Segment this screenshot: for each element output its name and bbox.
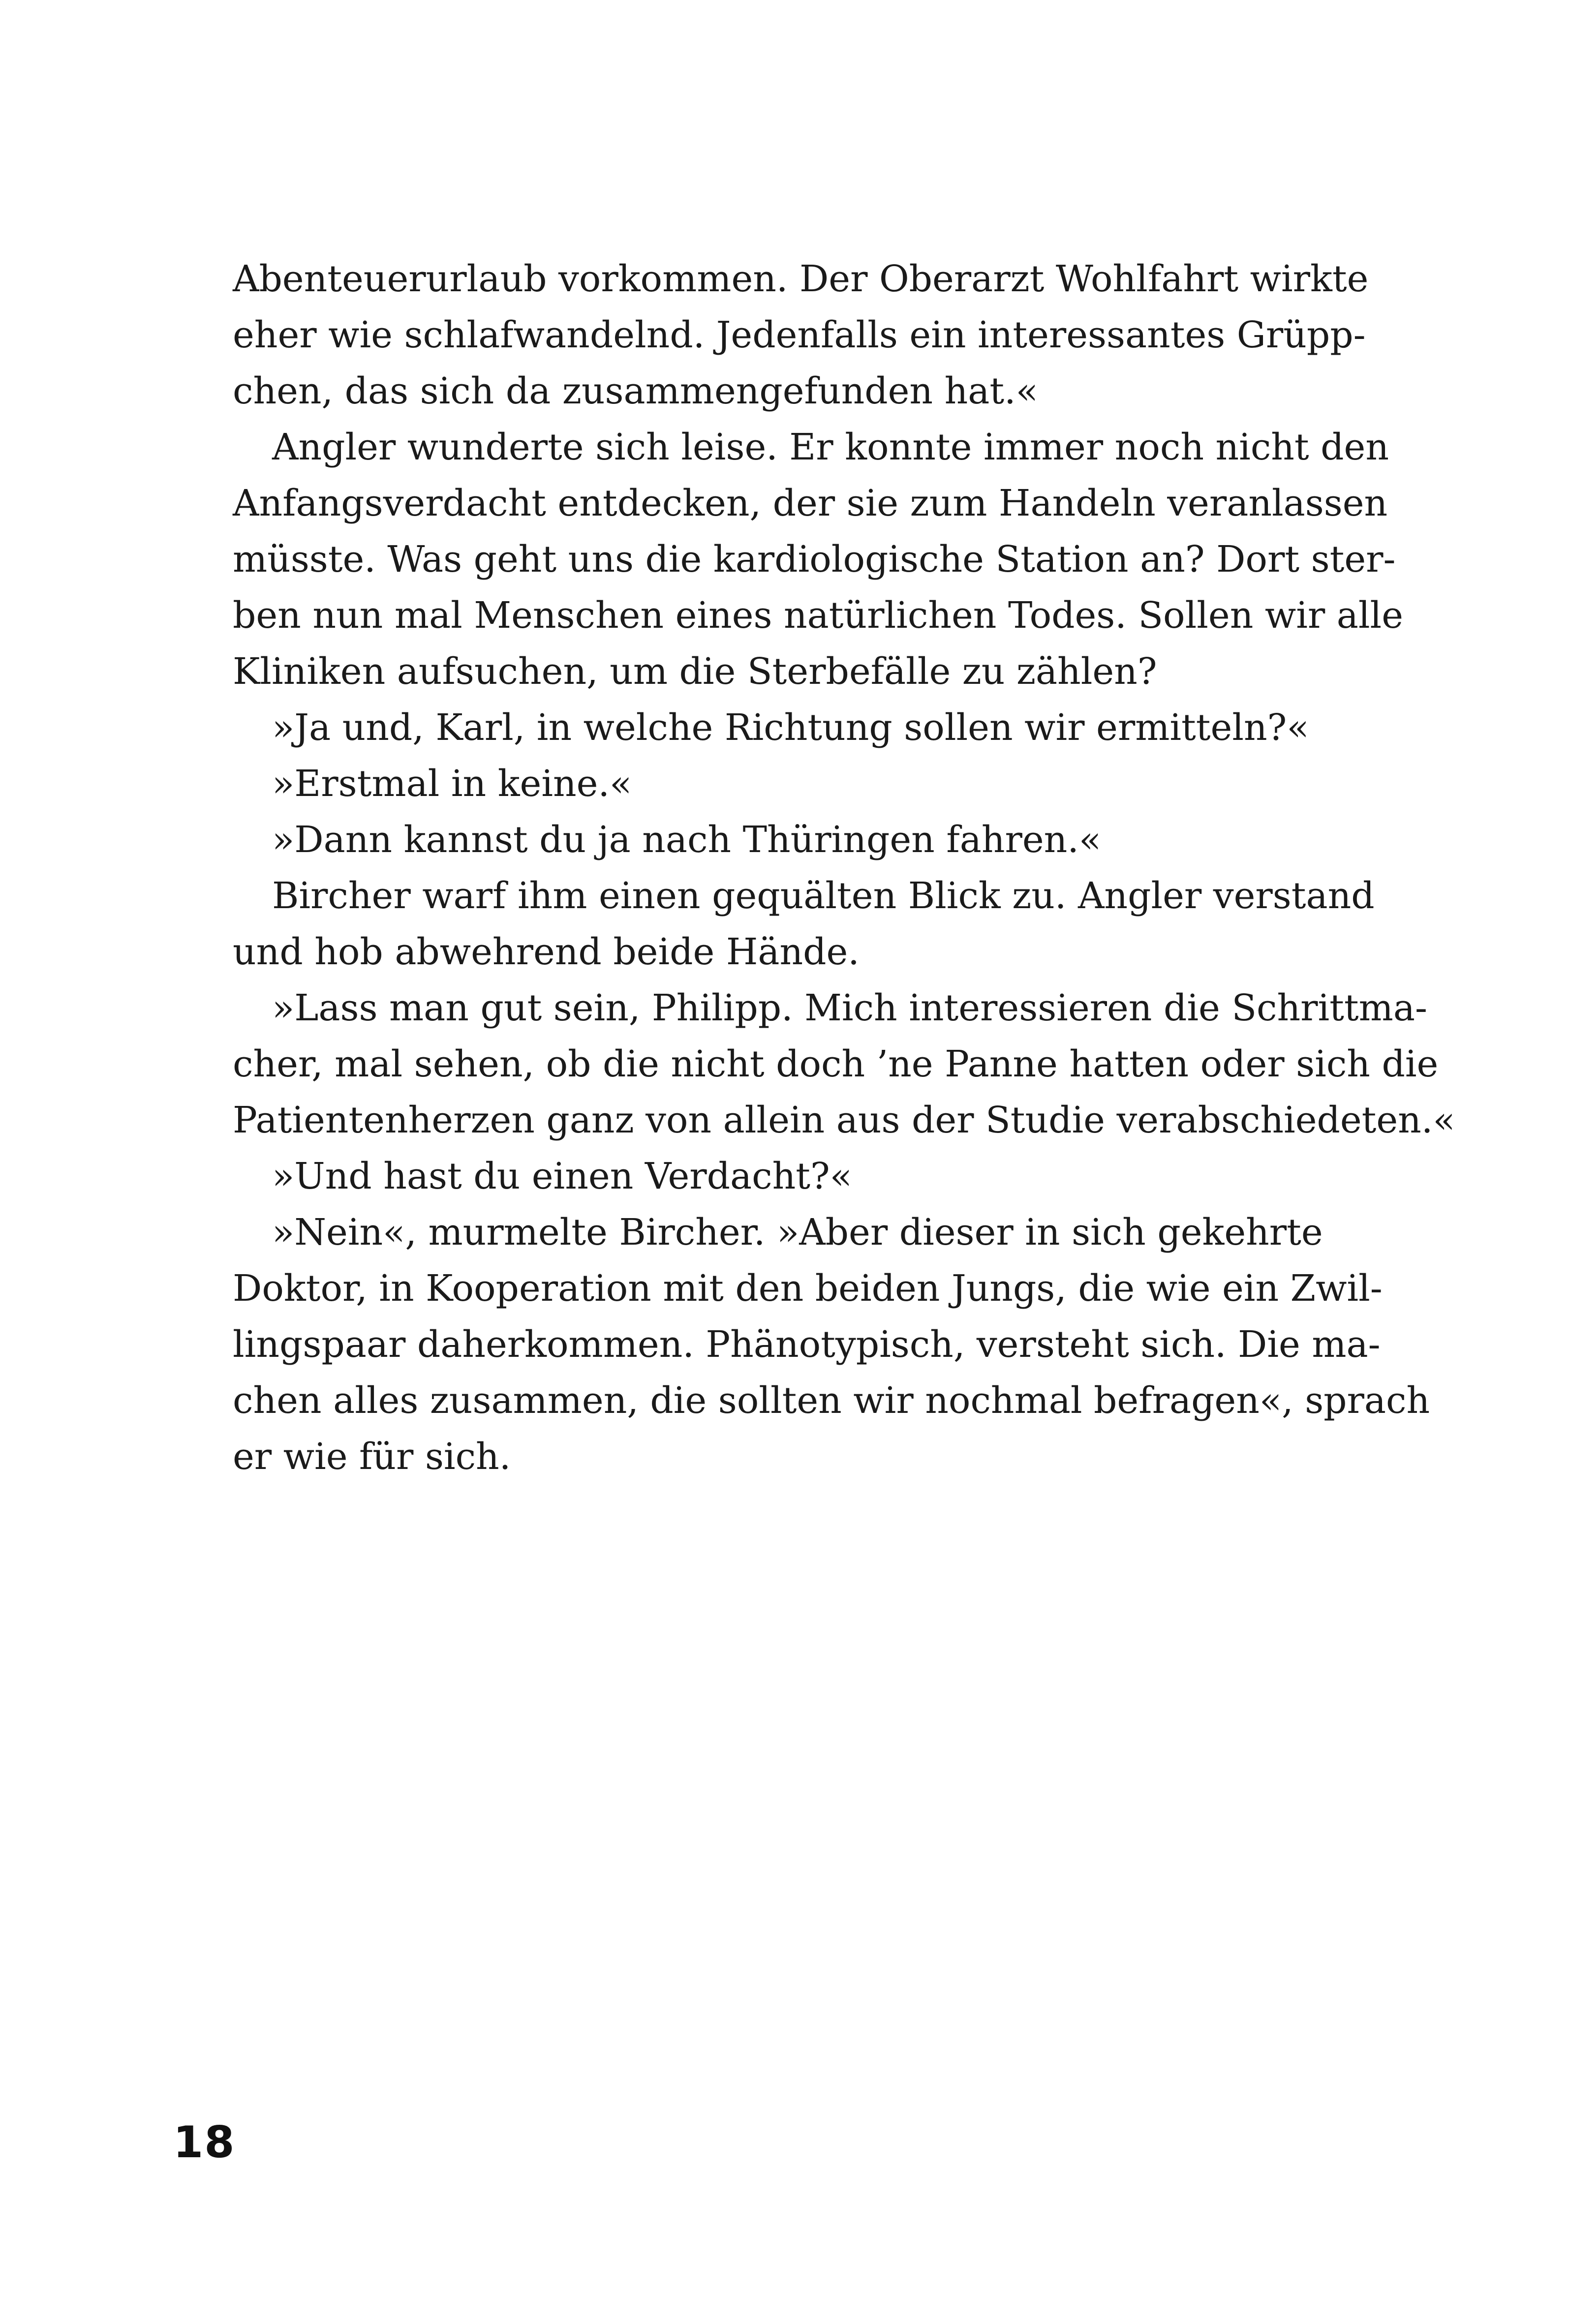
text-line: Angler wunderte sich leise. Er konnte immer noch nicht den xyxy=(272,426,1389,468)
body-text xyxy=(233,251,1455,1485)
text-line: Doktor, in Kooperation mit den beiden Jungs, die wie ein Zwil- xyxy=(233,1267,1383,1310)
text-line: »Erstmal in keine.« xyxy=(272,763,632,805)
text-line: »Ja und, Karl, in welche Richtung sollen wir ermitteln?« xyxy=(272,706,1309,749)
text-line: er wie für sich. xyxy=(233,1436,511,1478)
text-line: Abenteuerurlaub vorkommen. Der Oberarzt Wohlfahrt wirkte xyxy=(233,258,1369,300)
text-line: chen alles zusammen, die sollten wir nochmal befragen«, sprach xyxy=(233,1379,1430,1422)
text-line: müsste. Was geht uns die kardiologische Station an? Dort ster- xyxy=(233,538,1396,581)
text-line: ben nun mal Menschen eines natürlichen Todes. Sollen wir alle xyxy=(233,594,1404,637)
text-line: und hob abwehrend beide Hände. xyxy=(233,931,860,973)
text-line: cher, mal sehen, ob die nicht doch ’ne Panne hatten oder sich die xyxy=(233,1043,1439,1085)
text-line: Anfangsverdacht entdecken, der sie zum Handeln veranlassen xyxy=(233,482,1388,524)
text-line: Bircher warf ihm einen gequälten Blick zu. Angler verstand xyxy=(272,875,1375,917)
text-line: lingspaar daherkommen. Phänotypisch, versteht sich. Die ma- xyxy=(233,1323,1381,1366)
page-number: 18 xyxy=(173,2117,236,2168)
text-line: »Dann kannst du ja nach Thüringen fahren.« xyxy=(272,819,1102,861)
text-line: »Und hast du einen Verdacht?« xyxy=(272,1155,852,1197)
text-line: »Nein«, murmelte Bircher. »Aber dieser in sich gekehrte xyxy=(272,1211,1323,1254)
text-line: chen, das sich da zusammengefunden hat.« xyxy=(233,370,1038,412)
text-line: »Lass man gut sein, Philipp. Mich interessieren die Schrittma- xyxy=(272,987,1427,1029)
text-line: eher wie schlafwandelnd. Jedenfalls ein interessantes Grüpp- xyxy=(233,314,1366,356)
text-line: Kliniken aufsuchen, um die Sterbefälle zu zählen? xyxy=(233,650,1157,693)
text-line: Patientenherzen ganz von allein aus der Studie verabschiedeten.« xyxy=(233,1099,1455,1141)
